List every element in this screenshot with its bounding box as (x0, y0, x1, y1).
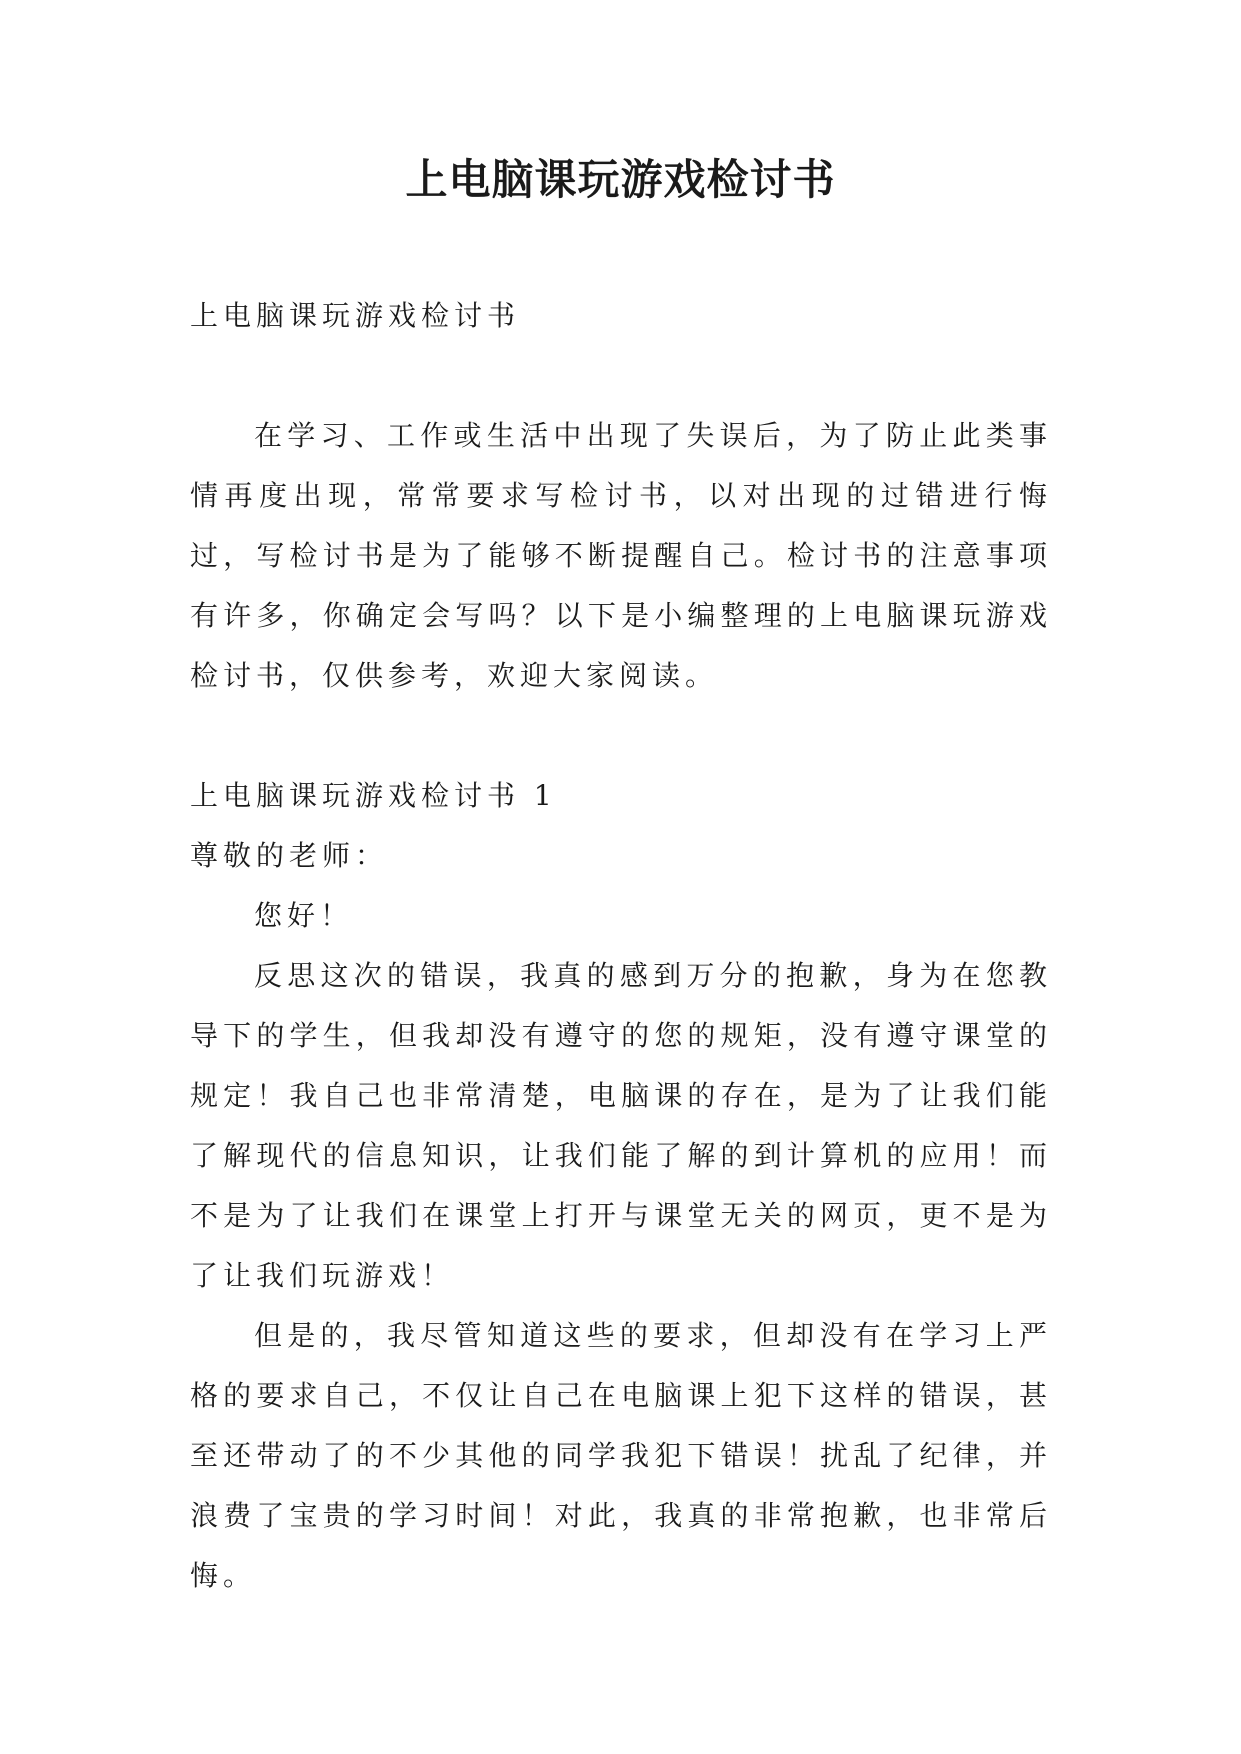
greeting: 您好！ (254, 899, 354, 932)
body-paragraph-2: 但是的，我尽管知道这些的要求，但却没有在学习上严格的要求自己，不仅让自己在电脑课上犯下这样的错误，甚至还带动了的不少其他的同学我犯下错误！扰乱了纪律，并浪费了宝贵的学习时间！对此，我真的非常抱歉，也非常后悔。 (190, 1319, 1052, 1592)
document-title: 上电脑课玩游戏检讨书 (405, 155, 836, 204)
spacer (190, 346, 1052, 406)
intro-paragraph: 在学习、工作或生活中出现了失误后，为了防止此类事情再度出现，常常要求写检讨书，以对出现的过错进行悔过，写检讨书是为了能够不断提醒自己。检讨书的注意事项有许多，你确定会写吗？以下是小编整理的上电脑课玩游戏检讨书，仅供参考，欢迎大家阅读。 (190, 419, 1052, 692)
document-subtitle: 上电脑课玩游戏检讨书 (190, 299, 521, 332)
salutation: 尊敬的老师： (190, 839, 389, 872)
section-heading: 上电脑课玩游戏检讨书 1 (190, 779, 557, 812)
spacer (190, 706, 1052, 766)
body-paragraph-1: 反思这次的错误，我真的感到万分的抱歉，身为在您教导下的学生，但我却没有遵守的您的规矩，没有遵守课堂的规定！我自己也非常清楚，电脑课的存在，是为了让我们能了解现代的信息知识，让我们能了解的到计算机的应用！而不是为了让我们在课堂上打开与课堂无关的网页，更不是为了让我们玩游戏！ (190, 959, 1052, 1292)
document-body (190, 286, 1052, 1606)
